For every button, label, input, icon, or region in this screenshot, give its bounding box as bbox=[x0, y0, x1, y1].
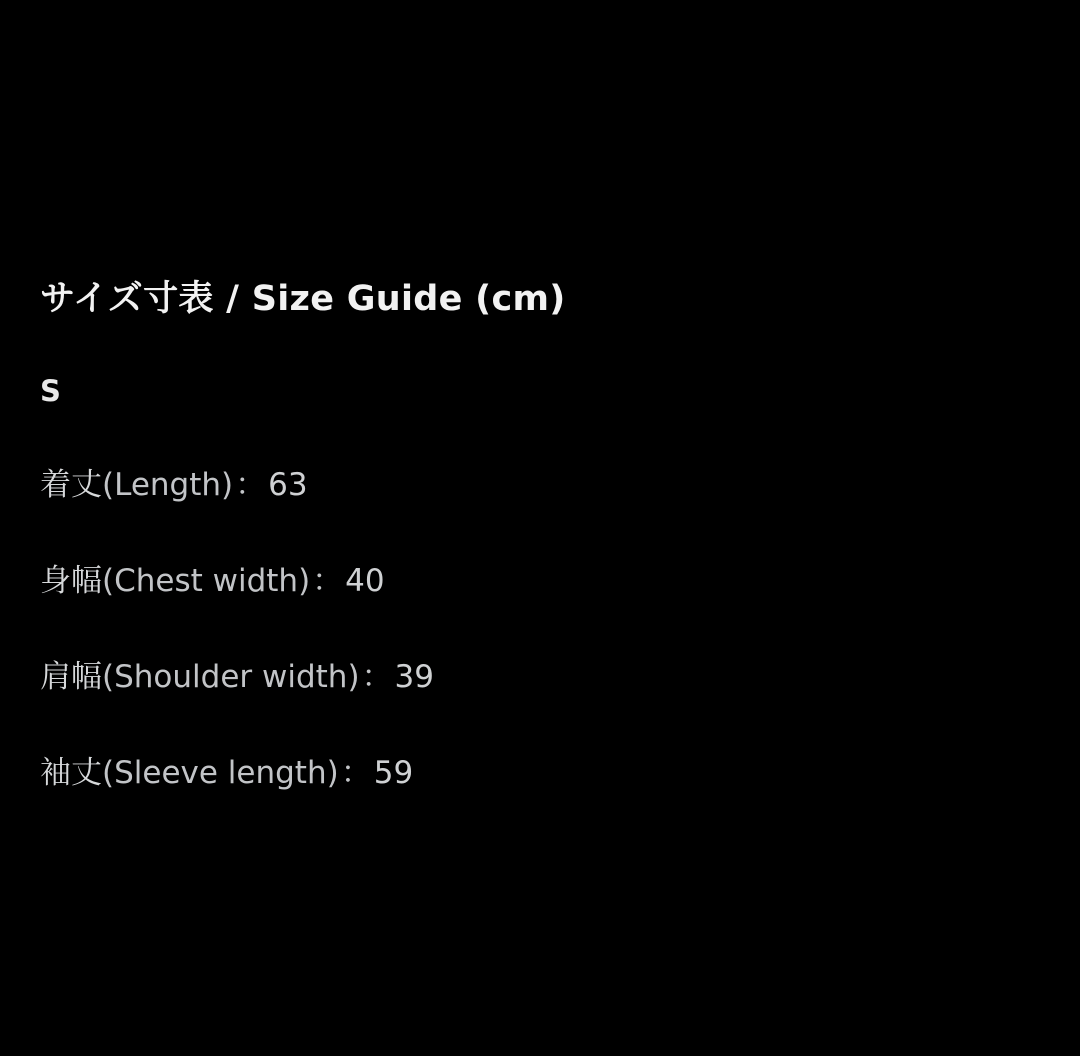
size-guide-content bbox=[40, 278, 1040, 793]
measurement-value: 59 bbox=[373, 755, 414, 792]
measurement-separator: ： bbox=[361, 659, 393, 696]
measurement-separator: ： bbox=[235, 466, 267, 503]
measurement-row-chest-width bbox=[40, 563, 1040, 600]
size-label: S bbox=[40, 374, 61, 408]
measurement-label-en: (Length) bbox=[102, 466, 234, 503]
page-title: サイズ寸表 / Size Guide (cm) bbox=[40, 279, 566, 319]
measurement-row-shoulder-width bbox=[40, 659, 1040, 696]
measurement-label-jp: 袖丈 bbox=[40, 755, 102, 792]
measurement-label-en: (Shoulder width) bbox=[102, 659, 360, 696]
measurement-label-jp: 身幅 bbox=[40, 562, 102, 599]
measurement-value: 63 bbox=[268, 466, 308, 503]
measurement-label-jp: 着丈 bbox=[40, 466, 102, 503]
measurement-value: 39 bbox=[394, 659, 434, 696]
measurement-row-sleeve-length bbox=[40, 755, 1040, 792]
measurement-separator: ： bbox=[312, 562, 344, 599]
measurement-label-en: (Sleeve length) bbox=[102, 755, 339, 792]
measurement-value: 40 bbox=[345, 562, 385, 599]
measurement-label-jp: 肩幅 bbox=[40, 659, 102, 696]
measurement-row-length bbox=[40, 467, 1040, 504]
measurement-separator: ： bbox=[340, 755, 372, 792]
measurement-label-en: (Chest width) bbox=[102, 562, 311, 599]
